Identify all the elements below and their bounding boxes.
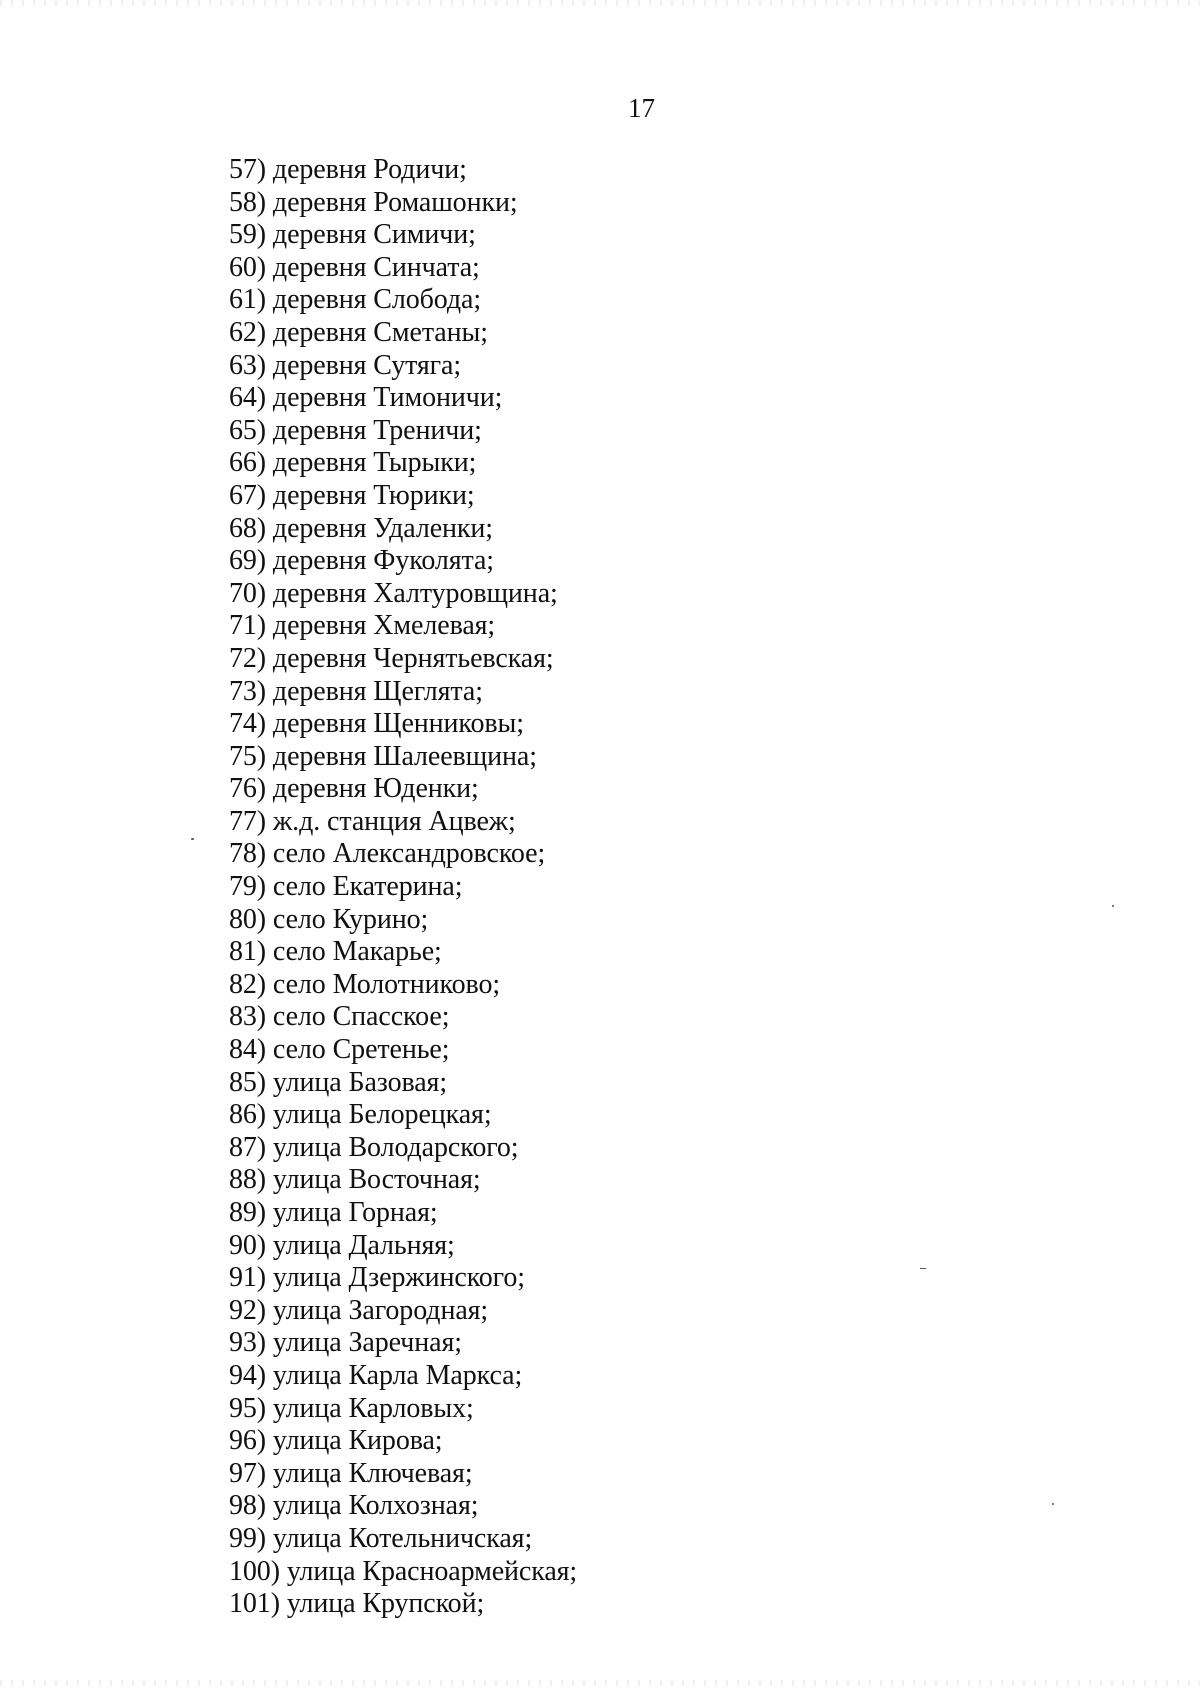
scan-speck	[1052, 1503, 1054, 1505]
list-item: 82) село Молотниково;	[229, 968, 501, 1000]
list-item: 94) улица Карла Маркса;	[229, 1359, 523, 1391]
list-item: 57) деревня Родичи;	[229, 154, 467, 185]
list-item: 91) улица Дзержинского;	[229, 1262, 525, 1294]
scan-speck	[1112, 905, 1114, 907]
list-item: 81) село Макарье;	[229, 936, 442, 968]
list-item: 74) деревня Щенниковы;	[229, 708, 524, 740]
list-item: 89) улица Горная;	[229, 1197, 438, 1228]
list-item: 75) деревня Шалеевщина;	[229, 740, 537, 772]
page-number: 17	[628, 93, 655, 123]
list-item: 59) деревня Симичи;	[229, 219, 476, 251]
list-item: 64) деревня Тимоничи;	[229, 382, 503, 414]
list-item: 72) деревня Чернятьевская;	[229, 642, 554, 674]
list-item: 78) село Александровское;	[229, 838, 546, 870]
list-item: 84) село Сретенье;	[229, 1034, 450, 1066]
list-item: 96) улица Кирова;	[229, 1425, 443, 1457]
list-item: 90) улица Дальняя;	[229, 1229, 455, 1261]
list-item: 101) улица Крупской;	[229, 1588, 485, 1620]
list-item: 70) деревня Халтуровщина;	[229, 577, 558, 609]
list-item: 95) улица Карловых;	[229, 1392, 474, 1424]
list-item: 87) улица Володарского;	[229, 1131, 519, 1163]
list-item: 71) деревня Хмелевая;	[229, 610, 496, 642]
list-item: 99) улица Котельничская;	[229, 1522, 533, 1554]
scan-speck	[191, 838, 194, 840]
list-item: 88) улица Восточная;	[229, 1164, 481, 1196]
list-item: 86) улица Белорецкая;	[229, 1099, 492, 1131]
list-item: 68) деревня Удаленки;	[229, 512, 493, 544]
list-item: 73) деревня Щеглята;	[229, 675, 483, 707]
list-item: 65) деревня Треничи;	[229, 414, 482, 446]
list-item: 93) улица Заречная;	[229, 1327, 462, 1359]
list-item: 100) улица Красноармейская;	[229, 1555, 578, 1587]
list-item: 67) деревня Тюрики;	[229, 479, 475, 511]
list-item: 60) деревня Синчата;	[229, 251, 480, 283]
list-item: 62) деревня Сметаны;	[229, 316, 488, 348]
scan-edge-bottom	[0, 1680, 1200, 1686]
list-item: 76) деревня Юденки;	[229, 773, 479, 805]
list-item: 58) деревня Ромашонки;	[229, 186, 518, 218]
list-item: 69) деревня Фуколята;	[229, 545, 494, 577]
list-item: 79) село Екатерина;	[229, 871, 463, 903]
list-item: 61) деревня Слобода;	[229, 284, 482, 316]
scan-edge-top	[0, 0, 1200, 6]
list-item: 66) деревня Тырыки;	[229, 447, 477, 479]
list-item: 92) улица Загородная;	[229, 1294, 489, 1326]
list-item: 77) ж.д. станция Ацвеж;	[229, 805, 516, 837]
list-item: 97) улица Ключевая;	[229, 1457, 473, 1489]
list-item: 80) село Курино;	[229, 903, 429, 935]
list-item: 85) улица Базовая;	[229, 1066, 448, 1098]
settlement-list	[229, 154, 577, 1621]
list-item: 83) село Спасское;	[229, 1001, 450, 1033]
scan-speck	[920, 1268, 926, 1269]
list-item: 63) деревня Сутяга;	[229, 349, 462, 381]
list-item: 98) улица Колхозная;	[229, 1490, 479, 1522]
